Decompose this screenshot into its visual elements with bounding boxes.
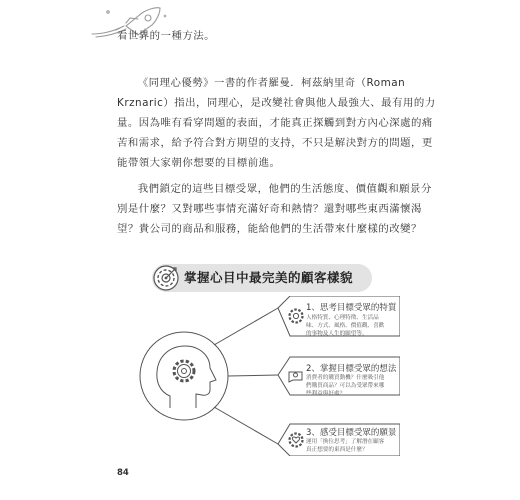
connector-line — [214, 407, 278, 444]
chat-lightbulb-icon — [289, 372, 302, 382]
head-circle-frame — [140, 332, 228, 420]
step-3-description: 運用「換位思考」了解潛在顧客真正想要的東西是什麼？ — [306, 439, 385, 453]
step-1-description: 人格特質、心理特徵、生活品味、方式、風格、價值觀、喜歡的事物及人生的願望等。 — [306, 315, 385, 337]
step-1-title: 1、思考目標受眾的特質 — [306, 303, 397, 313]
connector-line — [228, 375, 278, 376]
heart-gear-icon — [290, 434, 303, 447]
section-banner — [152, 264, 372, 292]
gear-icon — [290, 310, 303, 323]
body-paragraph-1: 看世界的一種方法。 — [117, 30, 216, 42]
audience-diagram — [130, 296, 400, 456]
body-paragraph-2: 《同理心優勢》一書的作者羅曼．柯茲納里奇（Roman Krznaric）指出，同理心，是改變社會與他人最強大、最有用的力量。因為唯有看穿問題的表面，才能真正探觸到對方內心深處的痛苦和需求，給予符合對方期望的支持，不只是解決對方的問題，更能帶領大家朝你想要的目標前進。 — [117, 77, 436, 169]
page-number: 84 — [117, 468, 129, 478]
step-3-title: 3、感受目標受眾的願景 — [306, 428, 397, 438]
banner-title: 掌握心目中最完美的顧客樣貌 — [184, 270, 354, 285]
step-2-description: 消費者的購買動機？什麼吸引他們購買商品？可以為受眾帶來哪些利益與好處？ — [306, 375, 385, 397]
target-gear-icon — [153, 265, 179, 291]
connector-line — [214, 308, 278, 345]
step-2-title: 2、掌握目標受眾的想法 — [306, 364, 397, 374]
body-paragraph-3: 我們鎖定的這些目標受眾，他們的生活態度、價值觀和願景分別是什麼？又對哪些事情充滿好奇和熱情？還對哪些東西滿懷渴望？貴公司的商品和服務，能給他們的生活帶來什麼樣的改變？ — [117, 183, 432, 235]
